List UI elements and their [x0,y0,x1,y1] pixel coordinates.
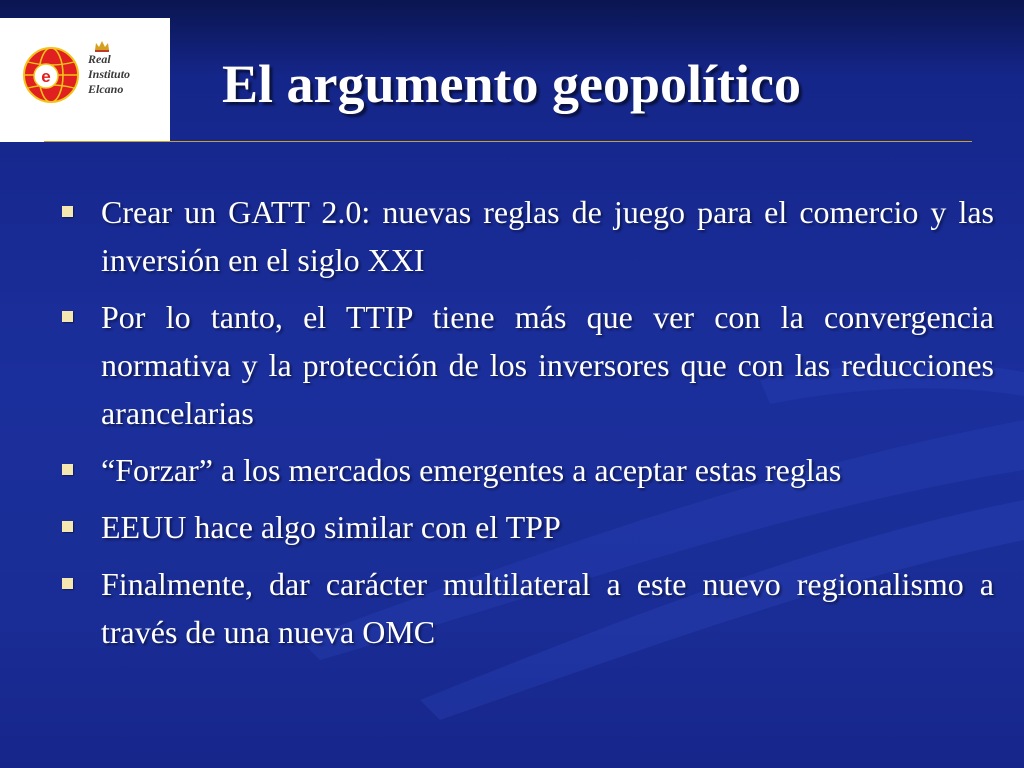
bullet-item [62,503,994,551]
bullet-square-icon [62,464,73,475]
bullet-square-icon [62,311,73,322]
bullet-text: Por lo tanto, el TTIP tiene más que ver con la convergencia normativa y la protección de los inversores que con las reducciones arancelarias [101,299,994,431]
logo [0,18,170,142]
logo-line-instituto: Instituto [88,67,131,81]
emblem-icon [22,46,80,104]
bullet-item [62,560,994,656]
bullet-text: “Forzar” a los mercados emergentes a aceptar estas reglas [101,452,842,488]
slide-title: El argumento geopolítico [222,54,801,114]
crown-icon [94,40,110,52]
bullet-list [62,188,994,665]
logo-line-elcano: Elcano [88,82,124,96]
bullet-square-icon [62,578,73,589]
logo-text [88,52,130,97]
bullet-text: Crear un GATT 2.0: nuevas reglas de juego para el comercio y las inversión en el siglo XXI [101,194,994,278]
bullet-square-icon [62,521,73,532]
bullet-item [62,188,994,284]
logo-line-real: Real [88,52,111,66]
title-divider [44,141,972,142]
emblem-letter: e [41,67,51,86]
bullet-text: Finalmente, dar carácter multilateral a este nuevo regionalismo a través de una nueva OMC [101,566,994,650]
bullet-item [62,293,994,437]
bullet-item [62,446,994,494]
bullet-square-icon [62,206,73,217]
bullet-text: EEUU hace algo similar con el TPP [101,509,561,545]
